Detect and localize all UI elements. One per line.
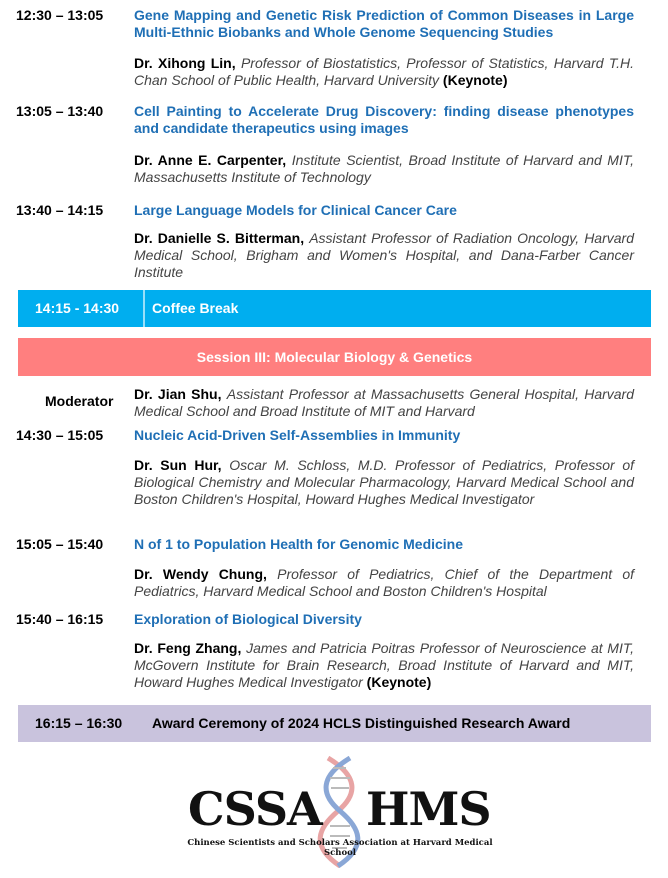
award-bar: [18, 705, 651, 742]
speaker-name-6: Dr. Feng Zhang,: [134, 640, 242, 656]
speaker-name-1: Dr. Xihong Lin,: [134, 55, 236, 71]
speaker-affiliation-5: Professor of Pediatrics, Chief of the Department of Pediatrics, Harvard Medical School and Boston Children's Hospital: [134, 566, 635, 599]
time-slot-6: 15:40 – 16:15: [16, 611, 104, 627]
talk-title-2: Cell Painting to Accelerate Drug Discovery: finding disease phenotypes and candidate therapeutics using images: [134, 103, 634, 136]
keynote-tag-1: (Keynote): [442, 72, 508, 88]
session-title: Session III: Molecular Biology & Genetics: [196, 349, 473, 365]
speaker-name-2: Dr. Anne E. Carpenter,: [134, 152, 287, 168]
time-slot-3: 13:40 – 14:15: [16, 202, 104, 218]
coffee-break-bar: [18, 290, 651, 327]
speaker-name-3: Dr. Danielle S. Bitterman,: [134, 230, 305, 246]
moderator-affiliation: Assistant Professor at Massachusetts General Hospital, Harvard Medical School and Broad Institute of MIT and Harvard: [134, 386, 634, 419]
speaker-name-4: Dr. Sun Hur,: [134, 457, 222, 473]
talk-title-1: Gene Mapping and Genetic Risk Prediction of Common Diseases in Large Multi-Ethnic Biobanks and Whole Genome Sequencing Studies: [134, 7, 634, 40]
speaker-affiliation-6: James and Patricia Poitras Professor of Neuroscience at MIT, McGovern Institute for Brain Research, Broad Institute of Harvard and MIT, Howard Hughes Medical Investigator: [134, 640, 635, 690]
logo-text-right: HMS: [366, 782, 491, 836]
award-time: 16:15 – 16:30: [35, 715, 123, 731]
cssa-hms-logo: [180, 756, 500, 868]
coffee-break-time: 14:15 - 14:30: [35, 300, 120, 316]
moderator-name: Dr. Jian Shu,: [134, 386, 222, 402]
speaker-affiliation-4: Oscar M. Schloss, M.D. Professor of Pediatrics, Professor of Biological Chemistry and Molecular Pharmacology, Harvard Medical School and Boston Children's Hospital, Howard Hughes Medical Investigator: [134, 457, 635, 507]
speaker-1: [134, 55, 634, 89]
talk-title-6: Exploration of Biological Diversity: [134, 611, 362, 627]
talk-title-4: Nucleic Acid-Driven Self-Assemblies in Immunity: [134, 427, 461, 443]
moderator-info: [134, 386, 634, 420]
talk-title-5: N of 1 to Population Health for Genomic Medicine: [134, 536, 464, 552]
speaker-affiliation-3: Assistant Professor of Radiation Oncology, Harvard Medical School, Brigham and Women's Hospital, and Dana-Farber Cancer Institute: [134, 230, 634, 280]
speaker-5: [134, 566, 634, 600]
logo-tagline: Chinese Scientists and Scholars Association at Harvard Medical School: [187, 838, 493, 858]
speaker-2: [134, 152, 634, 186]
logo-text-left: CSSA: [188, 782, 322, 836]
speaker-4: [134, 457, 634, 508]
speaker-3: [134, 230, 634, 281]
speaker-6: [134, 640, 634, 691]
session-header-bar: [18, 338, 651, 376]
keynote-tag-6: (Keynote): [366, 674, 432, 690]
time-slot-2: 13:05 – 13:40: [16, 103, 104, 119]
time-slot-4: 14:30 – 15:05: [16, 427, 104, 443]
coffee-break-label: Coffee Break: [152, 300, 239, 316]
time-slot-1: 12:30 – 13:05: [16, 7, 104, 23]
speaker-affiliation-1: Professor of Biostatistics, Professor of Statistics, Harvard T.H. Chan School of Public Health, Harvard University: [134, 55, 635, 88]
speaker-affiliation-2: Institute Scientist, Broad Institute of Harvard and MIT, Massachusetts Institute of Technology: [134, 152, 634, 185]
talk-title-3: Large Language Models for Clinical Cancer Care: [134, 202, 457, 218]
moderator-label: Moderator: [45, 393, 114, 409]
award-label: Award Ceremony of 2024 HCLS Distinguished Research Award: [152, 715, 571, 731]
time-slot-5: 15:05 – 15:40: [16, 536, 104, 552]
speaker-name-5: Dr. Wendy Chung,: [134, 566, 267, 582]
